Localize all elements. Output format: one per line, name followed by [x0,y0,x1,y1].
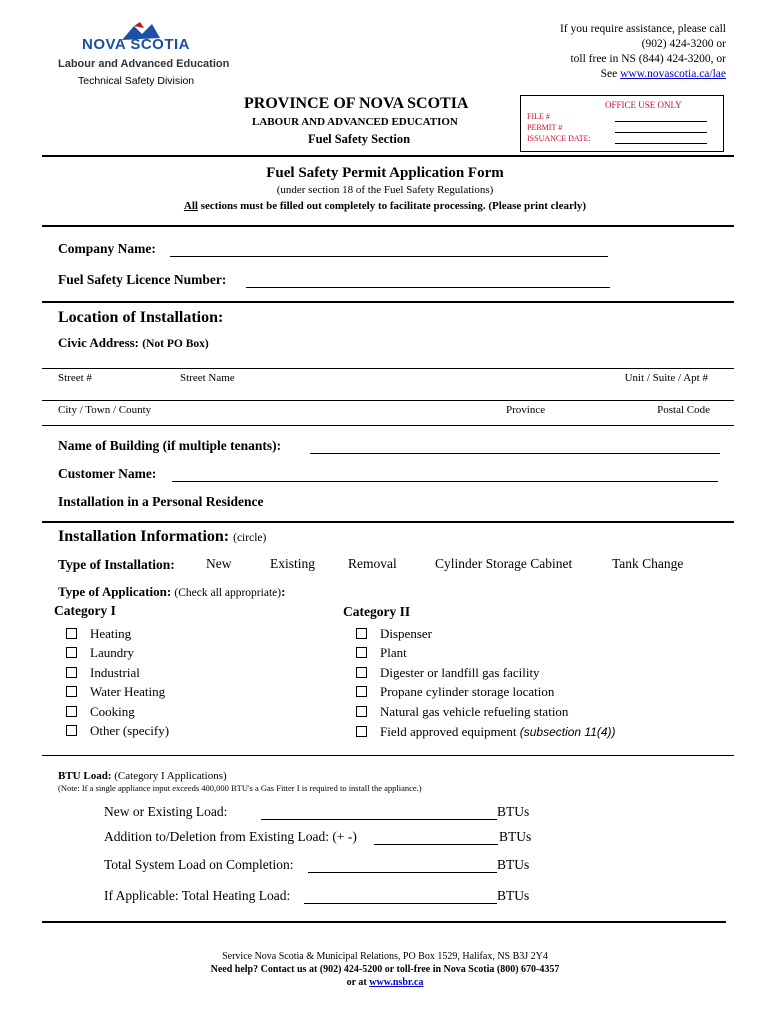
checkbox[interactable] [66,706,77,717]
checkbox[interactable] [356,628,367,639]
nova-scotia-logo [82,22,202,56]
installation-heading-note: (circle) [233,532,267,544]
cat2-digester-label: Digester or landfill gas facility [380,665,540,680]
divider-3 [42,521,734,523]
unit-label: Unit / Suite / Apt # [624,372,708,384]
application-colon: : [281,584,286,599]
office-use-title: OFFICE USE ONLY [605,100,682,110]
unit-field[interactable] [625,372,708,384]
cat1-industrial[interactable] [66,665,140,681]
btu-total-heating-field[interactable] [304,903,497,904]
application-note: (Check all appropriate) [174,587,282,599]
province-field[interactable] [506,404,545,416]
cat2-ngv-refueling-label: Natural gas vehicle refueling station [380,704,569,719]
department-caps: LABOUR AND ADVANCED EDUCATION [252,116,458,128]
checkbox[interactable] [356,667,367,678]
cat2-propane-storage-label: Propane cylinder storage location [380,684,555,699]
btu-new-existing-field[interactable] [261,819,497,820]
city-field[interactable] [58,404,151,416]
cat2-dispenser[interactable] [356,626,432,642]
footer-link[interactable]: www.nsbr.ca [369,977,424,988]
cat1-other[interactable] [66,723,169,739]
form-title: Fuel Safety Permit Application Form [266,165,504,181]
header-divider [42,155,734,157]
type-of-application-label [58,584,285,600]
cat1-heating[interactable] [66,626,131,642]
personal-residence-label[interactable]: Installation in a Personal Residence [58,494,264,509]
btu-total-system-field[interactable] [308,872,497,873]
checkbox[interactable] [356,686,367,697]
cat1-cooking-label: Cooking [90,704,135,719]
civic-address-label [58,335,209,351]
street-number-field[interactable] [58,372,92,384]
assistance-see: See [600,68,621,80]
cat2-digester[interactable] [356,665,540,681]
btu-unit-4: BTUs [497,888,530,903]
cat1-water-heating[interactable] [66,684,165,700]
cat2-field-approved[interactable] [356,724,616,740]
postal-code-label: Postal Code [657,404,710,416]
location-heading: Location of Installation: [58,309,224,326]
checkbox[interactable] [66,647,77,658]
install-option-removal[interactable]: Removal [348,556,397,571]
division-name: Technical Safety Division [78,75,195,87]
building-name-field[interactable] [310,453,720,454]
cat2-plant[interactable] [356,645,407,661]
cat1-cooking[interactable] [66,704,135,720]
checkbox[interactable] [356,726,367,737]
civic-note: (Not PO Box) [142,338,209,350]
btu-addition-deletion [104,829,357,845]
footer-or-at: or at [346,977,370,988]
office-issuance-line[interactable] [615,143,707,144]
type-of-installation-label: Type of Installation: [58,557,175,572]
street-number-label: Street # [58,372,92,384]
btu-new-existing [104,804,227,820]
assistance-line-1: If you require assistance, please call [559,23,726,35]
checkbox[interactable] [66,667,77,678]
cat2-propane-storage[interactable] [356,684,554,700]
logo-text: NOVA SCOTIA [82,36,191,53]
cat1-industrial-label: Industrial [90,665,140,680]
street-name-label: Street Name [180,372,235,384]
customer-name-field[interactable] [172,481,718,482]
checkbox[interactable] [66,725,77,736]
btu-addition-deletion-field[interactable] [374,844,498,845]
cat2-field-approved-label: Field approved equipment [380,724,517,739]
department-name: Labour and Advanced Education [58,58,230,70]
install-option-existing[interactable]: Existing [270,556,316,571]
install-option-new[interactable]: New [206,556,232,571]
street-name-field[interactable] [180,372,235,384]
cat1-laundry-label: Laundry [90,645,135,660]
divider-1 [42,225,734,227]
btu-unit-3: BTUs [497,857,530,872]
form-subtitle: (under section 18 of the Fuel Safety Regulations) [276,184,494,196]
instruction-rest: sections must be filled out completely to facilitate processing. (Please print clearly) [197,200,587,212]
divider-2 [42,301,734,303]
cat2-plant-label: Plant [380,645,407,660]
assistance-line-3: toll free in NS (844) 424-3200, or [570,53,726,65]
cat2-field-approved-note: (subsection 11(4)) [519,725,616,739]
btu-total-heating [104,888,290,904]
office-file-label: FILE # [527,112,550,121]
assistance-line-4 [560,67,726,82]
province-title: PROVINCE OF NOVA SCOTIA [244,95,469,112]
office-issuance-label: ISSUANCE DATE: [527,134,591,143]
company-name-field[interactable] [170,256,608,257]
footer-help: Need help? Contact us at (902) 424-5200 or toll-free in Nova Scotia (800) 670-4357 [210,964,560,975]
install-option-cylinder-cabinet[interactable]: Cylinder Storage Cabinet [435,556,573,571]
cat2-ngv-refueling[interactable] [356,704,568,720]
btu-label: BTU Load: [58,770,112,782]
office-permit-label: PERMIT # [527,123,563,132]
section-name: Fuel Safety Section [308,132,411,146]
office-use-box [520,95,724,152]
cat1-water-heating-label: Water Heating [90,684,166,699]
btu-total-system [104,857,294,873]
cat2-dispenser-label: Dispenser [380,626,432,641]
cat1-other-label: Other (specify) [90,723,170,738]
cat1-laundry[interactable] [66,645,134,661]
checkbox[interactable] [356,647,367,658]
btu-unit-2: BTUs [499,829,532,844]
assistance-link[interactable]: www.novascotia.ca/lae [620,68,726,80]
btu-unit-1: BTUs [497,804,530,819]
civic-label: Civic Address: [58,335,140,350]
btu-addition-deletion-label: Addition to/Deletion from Existing Load: (+ -) [104,829,357,844]
btu-new-existing-label: New or Existing Load: [104,804,228,819]
building-name-label: Name of Building (if multiple tenants): [58,438,282,453]
address-line-2 [42,400,734,401]
assistance-block [560,22,726,82]
category-2-title: Category II [343,604,411,619]
btu-note: (Note: If a single appliance input exceeds 400,000 BTU's a Gas Fitter I is required to install the appliance.) [58,783,422,793]
btu-total-heating-label: If Applicable: Total Heating Load: [104,888,291,903]
instruction-all: All [183,200,198,212]
checkbox[interactable] [66,628,77,639]
licence-number-label: Fuel Safety Licence Number: [58,272,227,287]
office-file-line[interactable] [615,121,707,122]
btu-heading [58,770,227,782]
footer-link-line [0,977,770,988]
btu-total-system-label: Total System Load on Completion: [104,857,294,872]
divider-4 [42,755,734,756]
installation-heading-text: Installation Information: [58,528,230,545]
btu-label-note: (Category I Applications) [114,770,227,782]
licence-number-field[interactable] [246,287,610,288]
address-line-1 [42,368,734,369]
cat1-heating-label: Heating [90,626,132,641]
city-label: City / Town / County [58,404,152,416]
postal-code-field[interactable] [657,404,710,416]
category-1-title: Category I [54,603,116,618]
customer-name-label: Customer Name: [58,466,157,481]
address-line-3 [42,425,734,426]
footer-address: Service Nova Scotia & Municipal Relations, PO Box 1529, Halifax, NS B3J 2Y4 [222,951,548,962]
installation-heading [58,528,266,546]
divider-5 [42,921,726,923]
checkbox[interactable] [66,686,77,697]
assistance-line-2: (902) 424-3200 or [641,38,726,50]
office-permit-line[interactable] [615,132,707,133]
form-instruction [0,200,770,212]
checkbox[interactable] [356,706,367,717]
company-name-label: Company Name: [58,241,156,256]
province-label: Province [506,404,546,416]
application-label: Type of Application: [58,584,172,599]
install-option-tank-change[interactable]: Tank Change [612,556,684,571]
